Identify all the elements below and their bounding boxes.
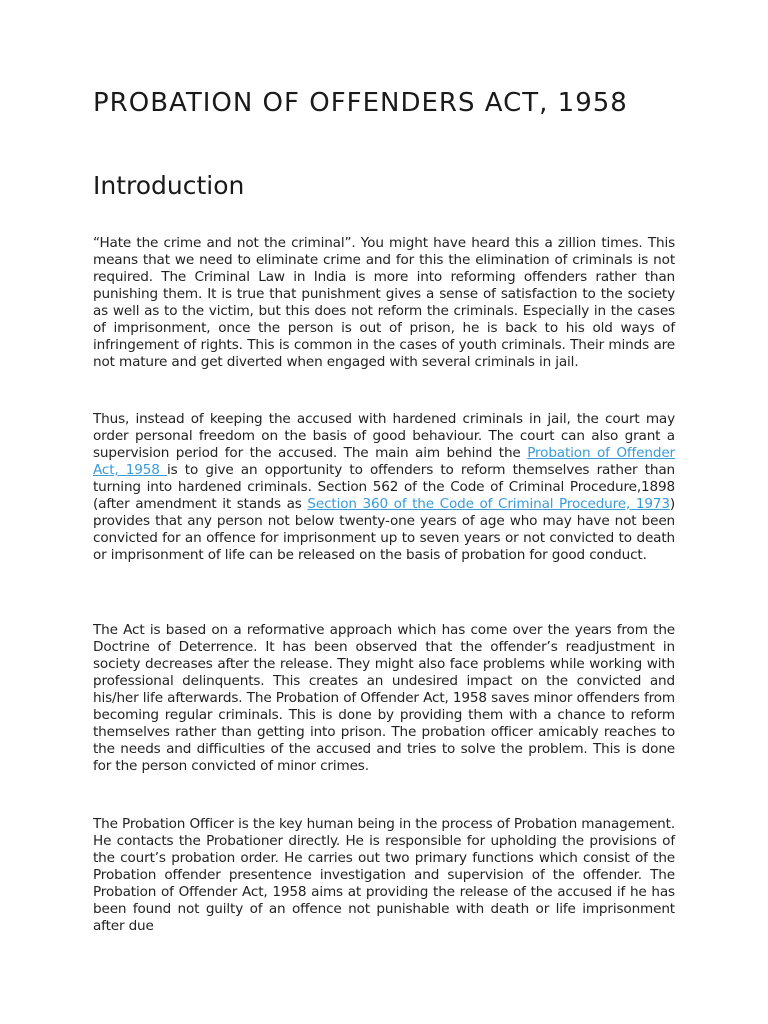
paragraph-2	[93, 411, 675, 564]
paragraph-2-text-3: ) provides that any person not below twenty-one years of age who may have not been convicted for an offence for imprisonment up to seven years or not convicted to death or imprisonment of life can be released on the basis of probation for good conduct.	[93, 496, 675, 563]
document-title: PROBATION OF OFFENDERS ACT, 1958	[93, 88, 628, 118]
section-heading-introduction: Introduction	[93, 171, 245, 200]
paragraph-1: “Hate the crime and not the criminal”. You might have heard this a zillion times. This means that we need to eliminate crime and for this the elimination of criminals is not required. The Criminal Law in India is more into reforming offenders rather than punishing them. It is true that punishment gives a sense of satisfaction to the society as well as to the victim, but this does not reform the criminals. Especially in the cases of imprisonment, once the person is out of prison, he is back to his old ways of infringement of rights. This is common in the cases of youth criminals. Their minds are not mature and get diverted when engaged with several criminals in jail.	[93, 235, 675, 370]
paragraph-4: The Probation Officer is the key human being in the process of Probation management. He contacts the Probationer directly. He is responsible for upholding the provisions of the court’s probation order. He carries out two primary functions which consist of the Probation offender presentence investigation and supervision of the offender. The Probation of Offender Act, 1958 aims at providing the release of the accused if he has been found not guilty of an offence not punishable with death or life imprisonment after due	[93, 816, 675, 934]
section-360-crpc-link[interactable]: Section 360 of the Code of Criminal Procedure, 1973	[307, 496, 670, 512]
paragraph-2-text-1: Thus, instead of keeping the accused with hardened criminals in jail, the court may order personal freedom on the basis of good behaviour. The court can also grant a supervision period for the accused. The main aim behind the	[93, 411, 675, 461]
paragraph-3: The Act is based on a reformative approach which has come over the years from the Doctrine of Deterrence. It has been observed that the offender’s readjustment in society decreases after the release. They might also face problems while working with professional delinquents. This creates an undesired impact on the convicted and his/her life afterwards. The Probation of Offender Act, 1958 saves minor offenders from becoming regular criminals. This is done by providing them with a chance to reform themselves rather than getting into prison. The probation officer amicably reaches to the needs and difficulties of the accused and tries to solve the problem. This is done for the person convicted of minor crimes.	[93, 622, 675, 774]
paragraph-2-text-2: is to give an opportunity to offenders to reform themselves rather than turning into hardened criminals. Section 562 of the Code of Criminal Procedure,1898 (after amendment it stands as	[93, 462, 675, 512]
probation-act-link[interactable]: Probation of Offender Act, 1958	[93, 445, 675, 478]
